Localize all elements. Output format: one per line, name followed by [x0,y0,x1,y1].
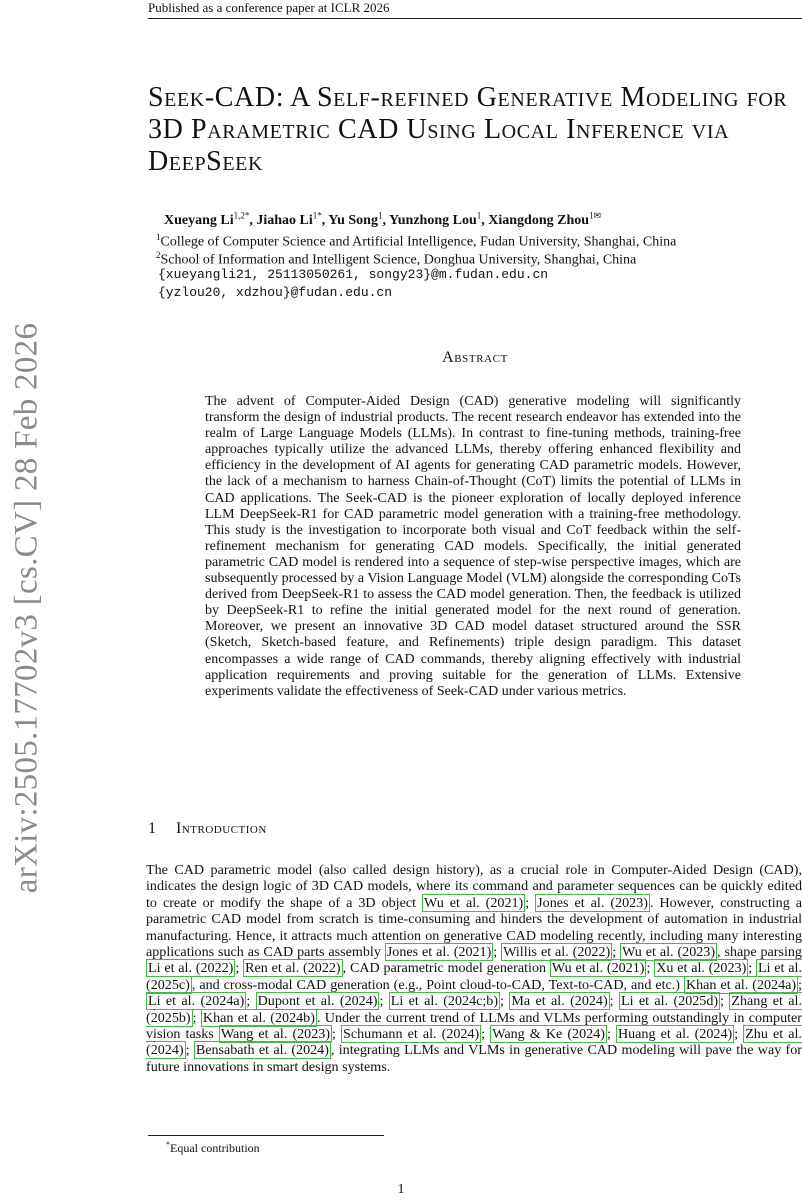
citation-link[interactable]: Khan et al. (2024b) [202,1009,315,1026]
paragraph-text: ; [493,944,502,961]
email-line-2: {yzlou20, xdzhou}@fudan.edu.cn [158,285,393,300]
page-number: 1 [397,1182,405,1197]
introduction-paragraph [146,862,802,1075]
paragraph-text: ; [646,960,655,977]
citation-link[interactable]: Huang et al. (2024) [617,1026,733,1043]
author: Yunzhong Lou$^1$, [388,210,489,228]
citation-link[interactable]: Wang & Ke (2024) [492,1026,605,1043]
paragraph-text: ; [246,993,256,1010]
citation-link[interactable]: Zhu et al. (2024) [146,1026,802,1059]
citation-link[interactable]: Li et al. (2025d) [620,993,719,1010]
citation-link[interactable]: Dupont et al. (2024) [257,993,378,1010]
citation-link[interactable]: Li et al. (2024a) [148,993,245,1010]
citation-link[interactable]: Jones et al. (2021) [386,944,492,961]
paragraph-text: ; [332,1026,342,1043]
paragraph-text: ; [748,960,756,977]
header-rule [148,18,802,19]
paragraph-text: , integrating LLMs and VLMs in generative CAD modeling will pave the way for future innovations in smart design systems. [146,1042,802,1075]
abstract-heading: Abstract [442,349,508,366]
paragraph-text: ; [481,1026,491,1043]
abstract-body: The advent of Computer-Aided Design (CAD) generative modeling will significantly transform the design of industrial products. The recent research endeavor has extended into the realm of Large Language Models (LLMs). In contrast to fine-tuning methods, training-free approaches typically utilize the advanced LLMs, thereby offering enhanced flexibility and efficiency in the development of AI agents for generating CAD parametric models. However, the lack of a mechanism to harness Chain-of-Thought (CoT) limits the potential of LLMs in CAD applications. The Seek-CAD is the pioneer exploration of locally deployed inference LLM DeepSeek-R1 for CAD parametric model generation with a training-free methodology. This study is the investigation to incorporate both visual and CoT feedback within the self-refinement mechanism for generating CAD models. Specifically, the initial generated parametric CAD model is rendered into a sequence of step-wise perspective images, which are subsequently processed by a Vision Language Model (VLM) alongside the corresponding CoTs derived from DeepSeek-R1 to assess the CAD model generation. Then, the feedback is utilized by DeepSeek-R1 to refine the initial generated model for the next round of generation. Moreover, we present an innovative 3D CAD model dataset structured around the SSR (Sketch, Sketch-based feature, and Refinements) triple design paradigm. This dataset encompasses a wide range of CAD commands, thereby aligning effectively with industrial application requirements and proving suitable for the generation of LLMs. Extensive experiments validate the effectiveness of Seek-CAD under various metrics. [205,394,741,699]
section-title: Introduction [176,820,267,837]
citation-link[interactable]: Zhang et al. (2025b) [146,993,802,1026]
citation-link[interactable]: Li et al. (2022) [148,960,234,977]
paragraph-text: ; [192,1009,201,1026]
arxiv-identifier: arXiv:2505.17702v3 [cs.CV] 28 Feb 2026 [8,322,45,894]
affiliation-2: $^2$School of Information and Intelligent Science, Donghua University, Shanghai, China [156,250,637,268]
citation-link[interactable]: Wang et al. (2023) [220,1026,331,1043]
paragraph-text: ; [720,993,730,1010]
paragraph-text: , shape parsing [717,944,802,961]
paragraph-text: ; [235,960,244,977]
arxiv-sidebar [4,318,50,898]
paragraph-text: ; [379,993,389,1010]
citation-link[interactable]: Schumann et al. (2024) [343,1026,480,1043]
paragraph-text: ; [185,1042,194,1059]
paragraph-text: ; [500,993,510,1010]
section-number: 1 [148,820,157,837]
author: Yu Song$^1$, [328,210,389,228]
section-heading-introduction [148,820,267,838]
citation-link[interactable]: Li et al. (2025c) [146,960,802,993]
citation-link[interactable]: Ren et al. (2022) [245,960,341,977]
paragraph-text: The CAD parametric model (also called design history), as a crucial role in Computer-Aided Design (CAD), indicates the design logic of 3D CAD models, where its command and parameter sequences can be quickly edited to create or modify the shape of a 3D object [146,862,802,911]
citation-link[interactable]: Khan et al. (2024a) [685,976,797,993]
citation-link[interactable]: Li et al. (2024c;b) [390,993,499,1010]
citation-link[interactable]: Jones et al. (2023) [537,894,648,911]
footnote-rule [148,1135,384,1136]
citation-link[interactable]: Ma et al. (2024) [511,993,608,1010]
paragraph-text: . Under the current trend of LLMs and VLMs performing outstandingly in computer vision tasks [146,1009,802,1043]
paragraph-text: ; [525,894,536,911]
affiliation-1: $^1$College of Computer Science and Artificial Intelligence, Fudan University, Shanghai, China [156,232,677,250]
paragraph-text: ; [612,944,621,961]
paragraph-text: ; [606,1026,616,1043]
author-list [164,206,601,230]
paragraph-text: ; [609,993,619,1010]
author: Xueyang $Li^{1,2*}$, [164,210,257,228]
citation-link[interactable]: Wu et al. (2021) [424,894,524,911]
footnote: *Equal contribution [166,1140,260,1155]
paragraph-text: , CAD parametric model generation [342,960,550,977]
citation-link[interactable]: Bensabath et al. (2024) [195,1042,329,1059]
author: Jiahao $Li^{1*}$, [256,210,329,228]
author: Xiangdong Zhou$^{1✉}$ [488,210,602,228]
citation-link[interactable]: Willis et al. (2022) [503,944,611,961]
citation-link[interactable]: Wu et al. (2021) [551,960,645,977]
paper-title: Seek-CAD: A Self-refined Generative Modeling for 3D Parametric CAD Using Local Inference via DeepSeek [148,82,788,177]
email-line-1: {xueyangli21, 25113050261, songy23}@m.fudan.edu.cn [158,267,549,282]
citation-link[interactable]: Wu et al. (2023) [622,944,716,961]
citation-link[interactable]: Xu et al. (2023) [656,960,747,977]
paragraph-text: ; [734,1026,744,1043]
paragraph-text: . However, constructing a parametric CAD model from scratch is time-consuming and hinders the development of automation in industrial manufacturing. Hence, it attracts much attention on generative CAD modeling recently, including many interesting applications such as CAD parts assembly [146,894,802,961]
paragraph-text: ; [798,976,802,993]
running-header: Published as a conference paper at ICLR 2026 [148,0,390,15]
paragraph-text: , and cross-modal CAD generation (e.g., Point cloud-to-CAD, Text-to-CAD, and etc.) [191,976,684,993]
